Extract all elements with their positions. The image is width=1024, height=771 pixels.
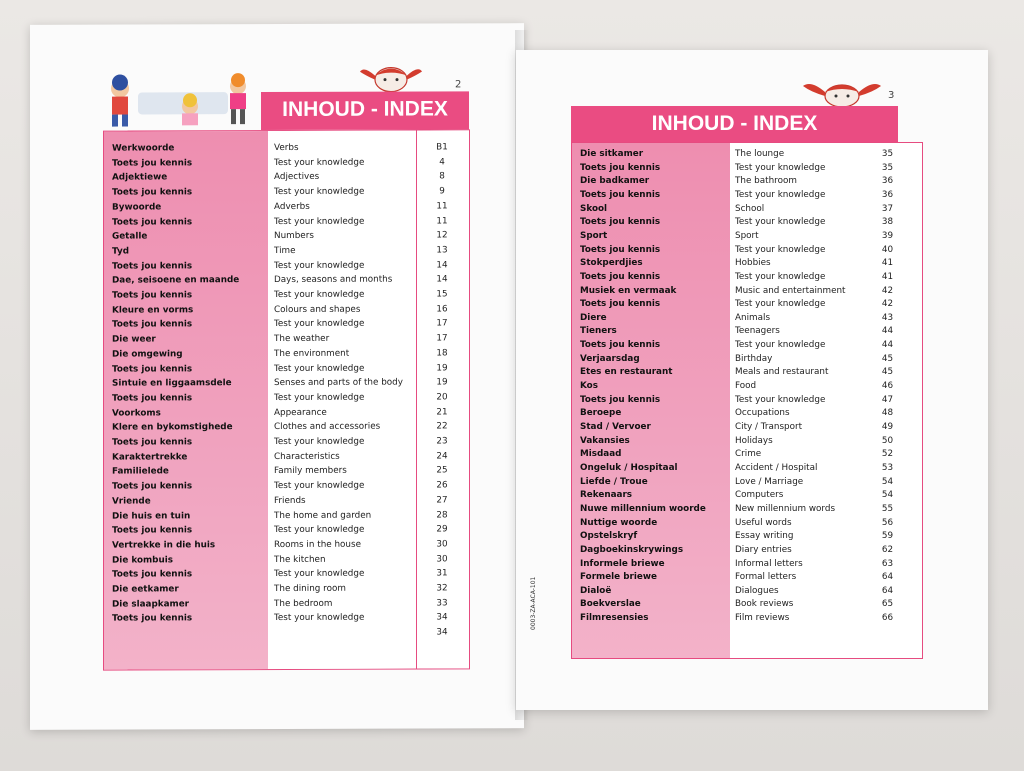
table-row [104, 449, 469, 464]
page-number-entry: 21 [436, 406, 448, 418]
afrikaans-entry: Toets jou kennis [580, 162, 661, 173]
afrikaans-entry: Toets jou kennis [112, 187, 193, 198]
page-number-entry: 14 [436, 274, 448, 285]
afrikaans-entry: Etes en restaurant [580, 367, 673, 378]
english-entry: Test your knowledge [735, 340, 826, 351]
afrikaans-entry: Toets jou kennis [112, 569, 193, 580]
page-number-entry: 14 [436, 259, 448, 271]
table-row [572, 256, 922, 270]
english-entry: Hobbies [735, 258, 771, 269]
english-entry: Adjectives [274, 172, 320, 183]
page-number-entry: 12 [436, 230, 448, 241]
page-number-entry: 17 [436, 333, 448, 344]
page-number-entry: 18 [436, 348, 448, 359]
page-number-entry: 31 [436, 568, 448, 579]
table-row [572, 324, 922, 338]
english-entry: Test your knowledge [274, 289, 365, 301]
english-entry: Film reviews [735, 613, 790, 624]
english-entry: Useful words [735, 517, 792, 528]
page-number-entry: 54 [881, 490, 894, 501]
afrikaans-entry: Werkwoorde [112, 143, 175, 154]
afrikaans-entry: Toets jou kennis [580, 271, 661, 282]
english-entry: The dining room [274, 583, 346, 595]
page-number-entry: 16 [436, 304, 448, 315]
page-number-entry: B1 [436, 142, 448, 153]
english-entry: Test your knowledge [735, 394, 826, 405]
table-row [572, 406, 922, 420]
table-row [104, 567, 469, 582]
girl-head-icon [801, 74, 883, 108]
english-entry: Adverbs [274, 201, 310, 212]
table-row [572, 229, 922, 243]
english-entry: Accident / Hospital [735, 462, 818, 473]
afrikaans-entry: Familielede [112, 466, 169, 477]
page-number-entry: 9 [439, 186, 445, 197]
page-number-entry: 41 [881, 258, 894, 269]
table-row [104, 214, 469, 229]
english-entry: City / Transport [735, 422, 803, 432]
afrikaans-entry: Toets jou kennis [580, 394, 661, 405]
english-entry: Test your knowledge [735, 271, 826, 282]
afrikaans-entry: Toets jou kennis [580, 217, 661, 228]
english-entry: Test your knowledge [274, 436, 365, 448]
page-number-entry: 55 [881, 503, 894, 514]
table-row [572, 420, 922, 434]
girl-head-icon [360, 57, 422, 93]
table-row [572, 188, 922, 202]
afrikaans-entry: Toets jou kennis [112, 319, 193, 330]
table-row [104, 140, 469, 155]
page-number-entry: 28 [436, 509, 448, 520]
page-number-entry: 44 [881, 326, 894, 337]
left-page [30, 23, 524, 730]
table-row [572, 297, 922, 311]
english-entry: Test your knowledge [274, 363, 365, 374]
page-number-entry: 42 [881, 285, 894, 296]
page-number-entry: 63 [881, 558, 894, 569]
table-row [572, 570, 922, 584]
english-entry: Test your knowledge [735, 162, 826, 173]
english-entry: Test your knowledge [274, 260, 365, 271]
english-entry: Music and entertainment [735, 285, 846, 296]
table-row [104, 317, 469, 332]
afrikaans-entry: Tyd [112, 246, 129, 257]
english-entry: Family members [274, 466, 347, 477]
table-row [572, 488, 922, 502]
table-row [572, 475, 922, 489]
afrikaans-entry: Beroepe [580, 408, 622, 419]
page-number-entry: 48 [881, 408, 894, 419]
english-entry: Food [735, 381, 757, 392]
english-entry: Test your knowledge [274, 216, 365, 227]
afrikaans-entry: Toets jou kennis [112, 216, 193, 228]
afrikaans-entry: Kos [580, 381, 598, 392]
table-row [572, 502, 922, 516]
page-number-entry: 17 [436, 318, 448, 329]
english-entry: The bathroom [735, 176, 797, 187]
table-row [572, 352, 922, 366]
afrikaans-entry: Musiek en vermaak [580, 285, 677, 296]
afrikaans-entry: Die weer [112, 334, 156, 345]
page-number-entry: 27 [436, 495, 448, 506]
table-row [104, 331, 469, 346]
page-number-entry: 34 [436, 627, 448, 638]
afrikaans-entry: Klere en bykomstighede [112, 422, 233, 433]
afrikaans-entry: Diere [580, 312, 607, 323]
afrikaans-entry: Opstelskryf [580, 531, 638, 542]
english-entry: School [735, 203, 765, 214]
table-row [104, 302, 469, 317]
table-row [104, 537, 469, 552]
afrikaans-entry: Toets jou kennis [112, 525, 193, 536]
table-row [104, 273, 469, 288]
page-number-entry: 50 [881, 435, 894, 446]
table-row [572, 243, 922, 257]
table-row [104, 523, 469, 538]
english-entry: Formal letters [735, 572, 797, 583]
english-entry: Test your knowledge [735, 217, 826, 228]
english-entry: Test your knowledge [274, 392, 365, 403]
english-entry: Clothes and accessories [274, 421, 381, 433]
afrikaans-entry: Toets jou kennis [580, 189, 661, 200]
right-page-number: 3 [888, 90, 895, 101]
page-number-entry: 40 [881, 244, 894, 255]
page-number-entry: 49 [881, 422, 894, 432]
table-row [572, 584, 922, 598]
afrikaans-entry: Die eetkamer [112, 584, 179, 595]
english-entry: Teenagers [735, 326, 780, 337]
english-entry: Test your knowledge [735, 189, 826, 200]
afrikaans-entry: Toets jou kennis [112, 260, 193, 272]
page-number-entry: 30 [436, 539, 448, 550]
table-row [572, 434, 922, 448]
table-row [572, 379, 922, 393]
english-entry: Birthday [735, 353, 773, 364]
table-row [104, 346, 469, 361]
english-entry: Test your knowledge [274, 524, 365, 536]
english-entry: Informal letters [735, 558, 803, 569]
english-entry: Computers [735, 490, 784, 501]
afrikaans-entry: Nuwe millennium woorde [580, 503, 706, 514]
table-row [572, 270, 922, 284]
left-page-title: INHOUD - INDEX [261, 91, 469, 130]
table-row [572, 311, 922, 325]
english-entry: Test your knowledge [274, 319, 365, 330]
english-entry: Appearance [274, 407, 327, 418]
table-row [572, 557, 922, 571]
table-row [104, 464, 469, 479]
page-number-entry: 43 [881, 312, 894, 323]
afrikaans-entry: Ongeluk / Hospitaal [580, 462, 678, 473]
english-entry: Verbs [274, 142, 299, 154]
page-number-entry: 38 [881, 217, 894, 228]
afrikaans-entry: Toets jou kennis [580, 244, 661, 255]
page-number-entry: 52 [881, 449, 894, 460]
afrikaans-entry: Toets jou kennis [580, 340, 661, 351]
page-number-entry: 34 [436, 612, 448, 623]
table-row [104, 625, 469, 640]
english-entry: The kitchen [274, 554, 326, 565]
english-entry: Test your knowledge [274, 568, 365, 580]
english-entry: The weather [274, 333, 330, 345]
afrikaans-entry: Toets jou kennis [112, 437, 193, 448]
table-row [572, 202, 922, 216]
page-number-entry: 53 [881, 462, 894, 473]
english-entry: Dialogues [735, 585, 779, 596]
page-number-entry: 15 [436, 289, 448, 300]
table-row [104, 229, 469, 244]
page-number-entry: 20 [436, 392, 448, 403]
english-entry: Animals [735, 312, 771, 323]
page-number-entry: 56 [881, 517, 894, 528]
left-page-number: 2 [455, 79, 462, 91]
table-row [104, 390, 469, 405]
afrikaans-entry: Dae, seisoene en maande [112, 275, 240, 286]
table-row [572, 461, 922, 475]
table-row [572, 597, 922, 611]
page-number-entry: 59 [881, 531, 894, 542]
table-row [104, 478, 469, 493]
right-page [516, 50, 988, 710]
english-entry: The bedroom [274, 598, 333, 609]
table-row [104, 405, 469, 420]
kids-illustration-icon [98, 70, 258, 131]
table-row [104, 493, 469, 508]
page-number-entry: 33 [436, 598, 448, 609]
english-entry: Occupations [735, 408, 790, 419]
page-number-entry: 66 [881, 613, 894, 624]
english-entry: Crime [735, 449, 762, 460]
english-entry: Characteristics [274, 451, 340, 462]
afrikaans-entry: Sport [580, 230, 608, 241]
afrikaans-entry: Tieners [580, 326, 617, 337]
afrikaans-entry: Toets jou kennis [112, 481, 193, 492]
english-entry: Essay writing [735, 531, 794, 542]
english-entry: Colours and shapes [274, 304, 361, 315]
table-row [104, 420, 469, 435]
right-page-title: INHOUD - INDEX [571, 106, 898, 142]
page-number-entry: 22 [436, 421, 448, 432]
english-entry: Love / Marriage [735, 476, 804, 487]
page-number-entry: 36 [881, 176, 894, 187]
english-entry: Test your knowledge [274, 613, 365, 624]
table-row [572, 447, 922, 461]
english-entry: Days, seasons and months [274, 274, 393, 286]
page-number-entry: 30 [436, 553, 448, 565]
table-row [572, 174, 922, 188]
afrikaans-entry: Adjektiewe [112, 172, 168, 183]
english-entry: Holidays [735, 435, 773, 446]
afrikaans-entry: Voorkoms [112, 407, 161, 419]
english-entry: Time [274, 245, 296, 256]
afrikaans-entry: Toets jou kennis [580, 299, 661, 310]
table-row [104, 508, 469, 523]
afrikaans-entry: Karaktertrekke [112, 452, 188, 463]
page-number-entry: 4 [439, 157, 445, 168]
afrikaans-entry: Toets jou kennis [112, 393, 193, 404]
table-row [572, 284, 922, 298]
table-row [572, 611, 922, 625]
page-number-entry: 24 [436, 451, 448, 462]
table-row [104, 170, 469, 185]
english-entry: Test your knowledge [274, 480, 365, 492]
page-number-entry: 54 [881, 476, 894, 487]
afrikaans-entry: Stokperdjies [580, 258, 643, 269]
afrikaans-entry: Die huis en tuin [112, 510, 191, 522]
afrikaans-entry: Die omgewing [112, 349, 183, 360]
afrikaans-entry: Vertrekke in die huis [112, 540, 216, 551]
afrikaans-entry: Die slaapkamer [112, 598, 190, 610]
english-entry: Test your knowledge [274, 157, 365, 168]
table-row [572, 543, 922, 557]
afrikaans-entry: Die kombuis [112, 554, 173, 566]
table-row [572, 215, 922, 229]
english-entry: Rooms in the house [274, 539, 362, 550]
page-number-entry: 23 [436, 436, 448, 447]
afrikaans-entry: Dialoë [580, 585, 612, 596]
afrikaans-entry: Liefde / Troue [580, 476, 648, 487]
page-number-entry: 64 [881, 585, 894, 596]
english-entry: Book reviews [735, 599, 794, 610]
page-number-entry: 19 [436, 377, 448, 388]
table-row [104, 199, 469, 214]
table-row [104, 434, 469, 449]
page-number-entry: 8 [439, 171, 445, 182]
page-number-entry: 39 [881, 230, 894, 241]
page-number-entry: 36 [881, 189, 894, 200]
afrikaans-entry: Toets jou kennis [112, 363, 193, 375]
page-number-entry: 47 [881, 394, 894, 405]
english-entry: Sport [735, 230, 759, 241]
page-number-entry: 35 [881, 149, 894, 159]
right-index-table [571, 142, 923, 659]
page-number-entry: 19 [436, 362, 448, 373]
afrikaans-entry: Kleure en vorms [112, 304, 194, 316]
afrikaans-entry: Toets jou kennis [112, 157, 193, 169]
table-row [104, 552, 469, 567]
page-number-entry: 32 [436, 583, 448, 594]
page-number-entry: 41 [881, 271, 894, 282]
page-number-entry: 44 [881, 340, 894, 351]
page-number-entry: 11 [436, 201, 448, 212]
afrikaans-entry: Formele briewe [580, 572, 657, 583]
afrikaans-entry: Sintuie en liggaamsdele [112, 378, 232, 389]
english-entry: Test your knowledge [274, 186, 365, 198]
table-row [104, 581, 469, 596]
english-entry: Test your knowledge [735, 244, 826, 255]
page-number-entry: 45 [881, 353, 894, 364]
afrikaans-entry: Die badkamer [580, 176, 650, 187]
english-entry: Friends [274, 495, 306, 506]
english-entry: The lounge [735, 149, 785, 159]
page-number-entry: 62 [881, 544, 894, 555]
page-number-entry: 46 [881, 381, 894, 392]
table-row [104, 184, 469, 199]
page-number-entry: 37 [881, 203, 894, 214]
english-entry: The environment [274, 348, 350, 359]
english-entry: Diary entries [735, 544, 792, 555]
table-row [104, 258, 469, 273]
page-number-entry: 35 [881, 162, 894, 173]
table-row [572, 147, 922, 161]
afrikaans-entry: Getalle [112, 231, 148, 242]
page-number-entry: 13 [436, 245, 448, 256]
afrikaans-entry: Toets jou kennis [112, 290, 193, 301]
table-row [572, 516, 922, 530]
afrikaans-entry: Die sitkamer [580, 149, 644, 159]
table-row [104, 376, 469, 391]
table-row [104, 611, 469, 626]
afrikaans-entry: Boekverslae [580, 599, 641, 610]
table-row [572, 529, 922, 543]
table-row [572, 161, 922, 175]
afrikaans-entry: Skool [580, 203, 608, 214]
page-number-entry: 26 [436, 480, 448, 491]
english-entry: Numbers [274, 231, 314, 242]
afrikaans-entry: Vriende [112, 496, 151, 507]
afrikaans-entry: Nuttige woorde [580, 517, 658, 528]
afrikaans-entry: Stad / Vervoer [580, 422, 651, 432]
afrikaans-entry: Toets jou kennis [112, 613, 193, 624]
english-entry: Senses and parts of the body [274, 377, 403, 389]
table-row [572, 393, 922, 407]
afrikaans-entry: Bywoorde [112, 202, 162, 213]
english-entry: New millennium words [735, 503, 836, 514]
afrikaans-entry: Misdaad [580, 449, 622, 460]
table-row [104, 361, 469, 376]
table-row [104, 287, 469, 302]
table-row [572, 365, 922, 379]
page-number-entry: 25 [436, 465, 448, 476]
table-row [104, 243, 469, 258]
afrikaans-entry: Filmresensies [580, 613, 649, 624]
afrikaans-entry: Dagboekinskrywings [580, 544, 684, 555]
table-row [104, 155, 469, 170]
page-number-entry: 42 [881, 299, 894, 310]
afrikaans-entry: Informele briewe [580, 558, 665, 569]
english-entry: The home and garden [274, 510, 372, 521]
afrikaans-entry: Rekenaars [580, 490, 633, 501]
page-number-entry: 11 [436, 215, 448, 226]
side-code: 0003-ZA-ACA-101 [530, 576, 537, 630]
english-entry: Meals and restaurant [735, 367, 829, 378]
page-number-entry: 65 [881, 599, 894, 610]
page-number-entry: 45 [881, 367, 894, 378]
table-row [572, 338, 922, 352]
table-row [104, 596, 469, 611]
left-index-table [103, 129, 470, 670]
afrikaans-entry: Verjaarsdag [580, 353, 640, 364]
english-entry: Test your knowledge [735, 299, 826, 310]
page-number-entry: 64 [881, 572, 894, 583]
page-number-entry: 29 [436, 524, 448, 535]
afrikaans-entry: Vakansies [580, 435, 630, 446]
